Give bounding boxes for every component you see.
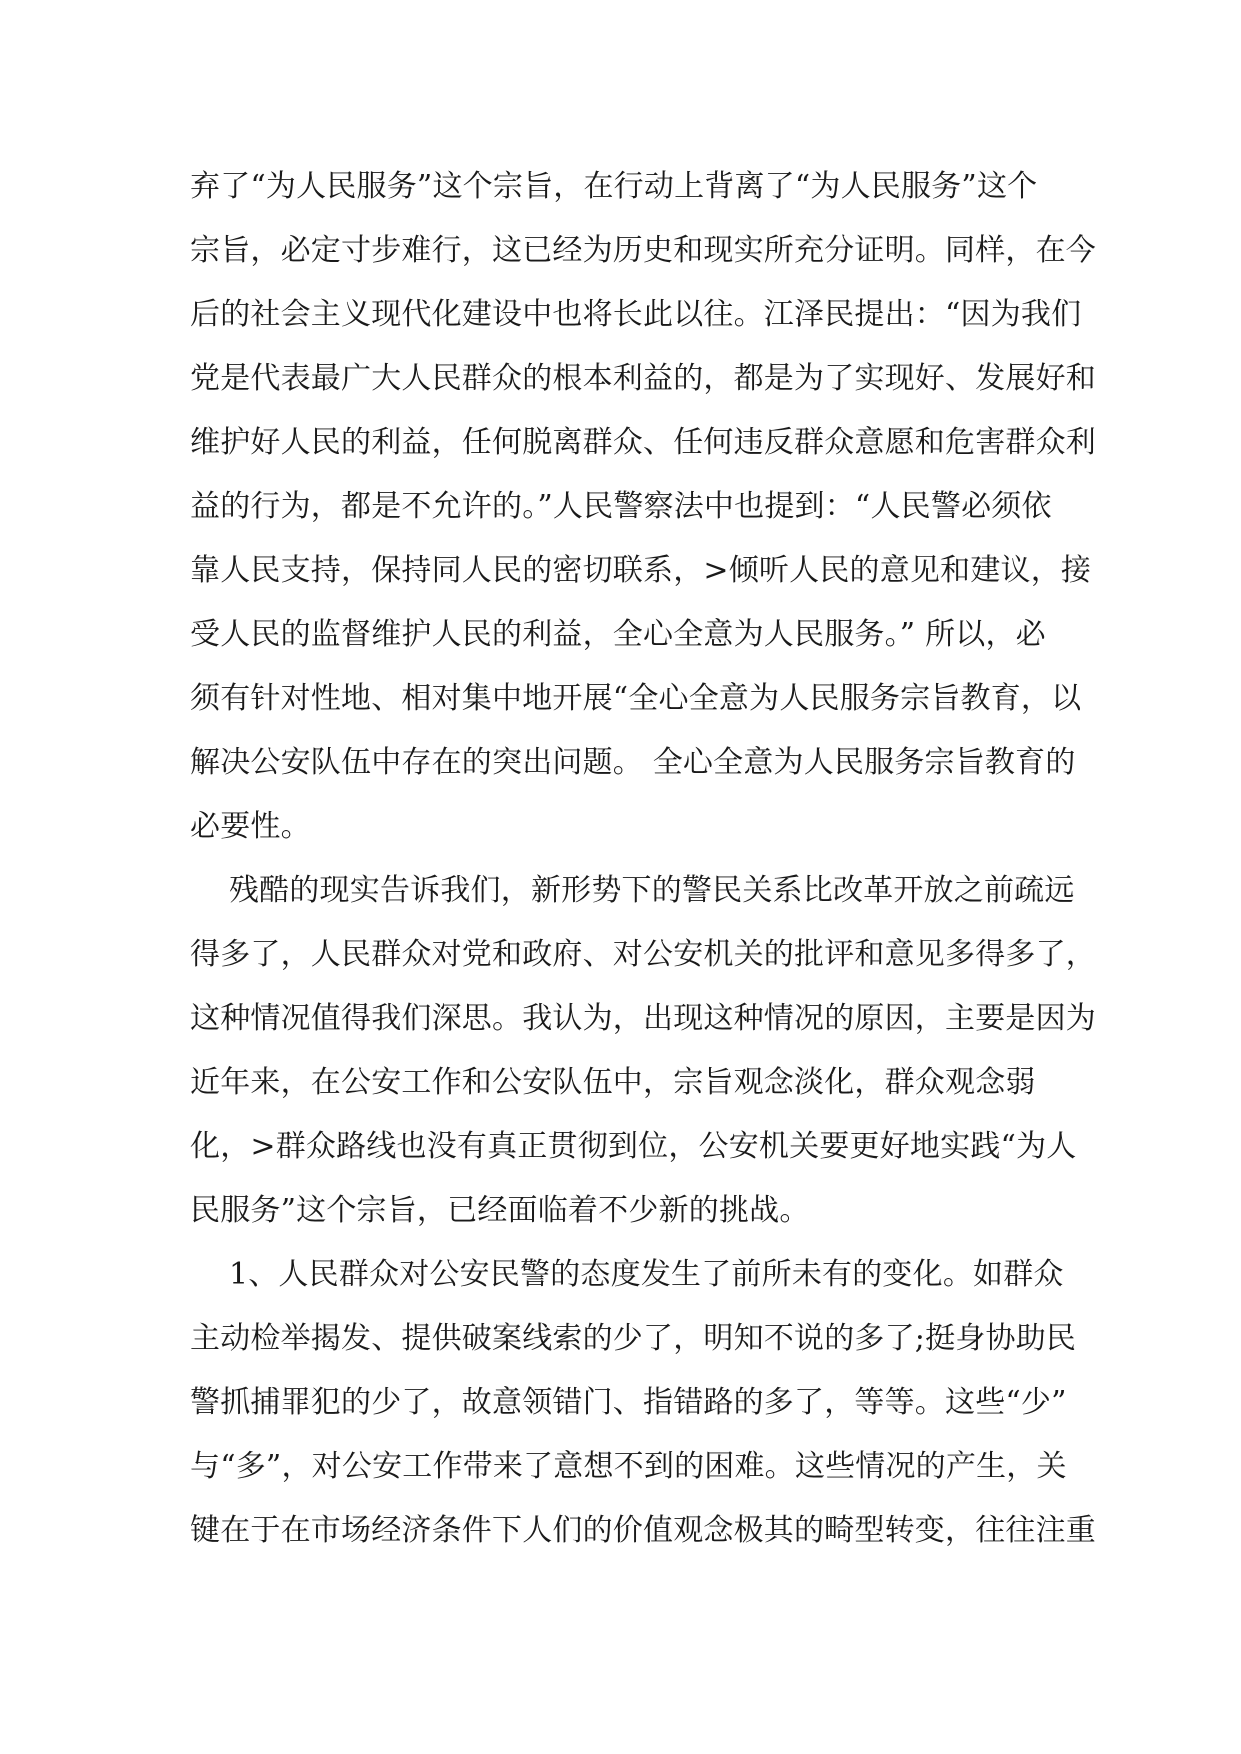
document-body — [190, 155, 1096, 1563]
text-line: 弃了“为人民服务”这个宗旨，在行动上背离了“为人民服务”这个 — [190, 169, 1038, 204]
paragraph-2 — [190, 859, 1096, 1243]
text-line: 靠人民支持，保持同人民的密切联系，>倾听人民的意见和建议，接 — [190, 553, 1092, 588]
text-line: 警抓捕罪犯的少了，故意领错门、指错路的多了，等等。这些“少” — [190, 1385, 1067, 1420]
text-line: 宗旨，必定寸步难行，这已经为历史和现实所充分证明。同样，在今 — [190, 233, 1096, 268]
text-line: 化，>群众路线也没有真正贯彻到位，公安机关要更好地实践“为人 — [190, 1129, 1077, 1164]
text-line: 须有针对性地、相对集中地开展“全心全意为人民服务宗旨教育，以 — [190, 681, 1082, 716]
text-line: 与“多”，对公安工作带来了意想不到的困难。这些情况的产生，关 — [190, 1449, 1067, 1484]
text-line: 1、人民群众对公安民警的态度发生了前所未有的变化。如群众 — [190, 1257, 1064, 1292]
paragraph-3 — [190, 1243, 1096, 1563]
text-line: 民服务”这个宗旨，已经面临着不少新的挑战。 — [190, 1193, 810, 1228]
paragraph-1 — [190, 155, 1096, 859]
text-line: 得多了，人民群众对党和政府、对公安机关的批评和意见多得多了， — [190, 937, 1096, 972]
text-line: 近年来，在公安工作和公安队伍中，宗旨观念淡化，群众观念弱 — [190, 1065, 1036, 1100]
text-line: 维护好人民的利益，任何脱离群众、任何违反群众意愿和危害群众利 — [190, 425, 1096, 460]
text-line: 后的社会主义现代化建设中也将长此以往。江泽民提出：“因为我们 — [190, 297, 1082, 332]
text-line: 必要性。 — [190, 809, 311, 844]
text-line: 这种情况值得我们深思。我认为，出现这种情况的原因，主要是因为 — [190, 1001, 1096, 1036]
text-line: 受人民的监督维护人民的利益，全心全意为人民服务。” 所以，必 — [190, 617, 1046, 652]
text-line: 残酷的现实告诉我们，新形势下的警民关系比改革开放之前疏远 — [190, 873, 1075, 908]
text-line: 主动检举揭发、提供破案线索的少了，明知不说的多了;挺身协助民 — [190, 1321, 1077, 1356]
text-line: 解决公安队伍中存在的突出问题。 全心全意为人民服务宗旨教育的 — [190, 745, 1076, 780]
text-line: 键在于在市场经济条件下人们的价值观念极其的畸型转变，往往注重 — [190, 1513, 1096, 1548]
text-line: 益的行为，都是不允许的。”人民警察法中也提到：“人民警必须依 — [190, 489, 1052, 524]
text-line: 党是代表最广大人民群众的根本利益的，都是为了实现好、发展好和 — [190, 361, 1096, 396]
